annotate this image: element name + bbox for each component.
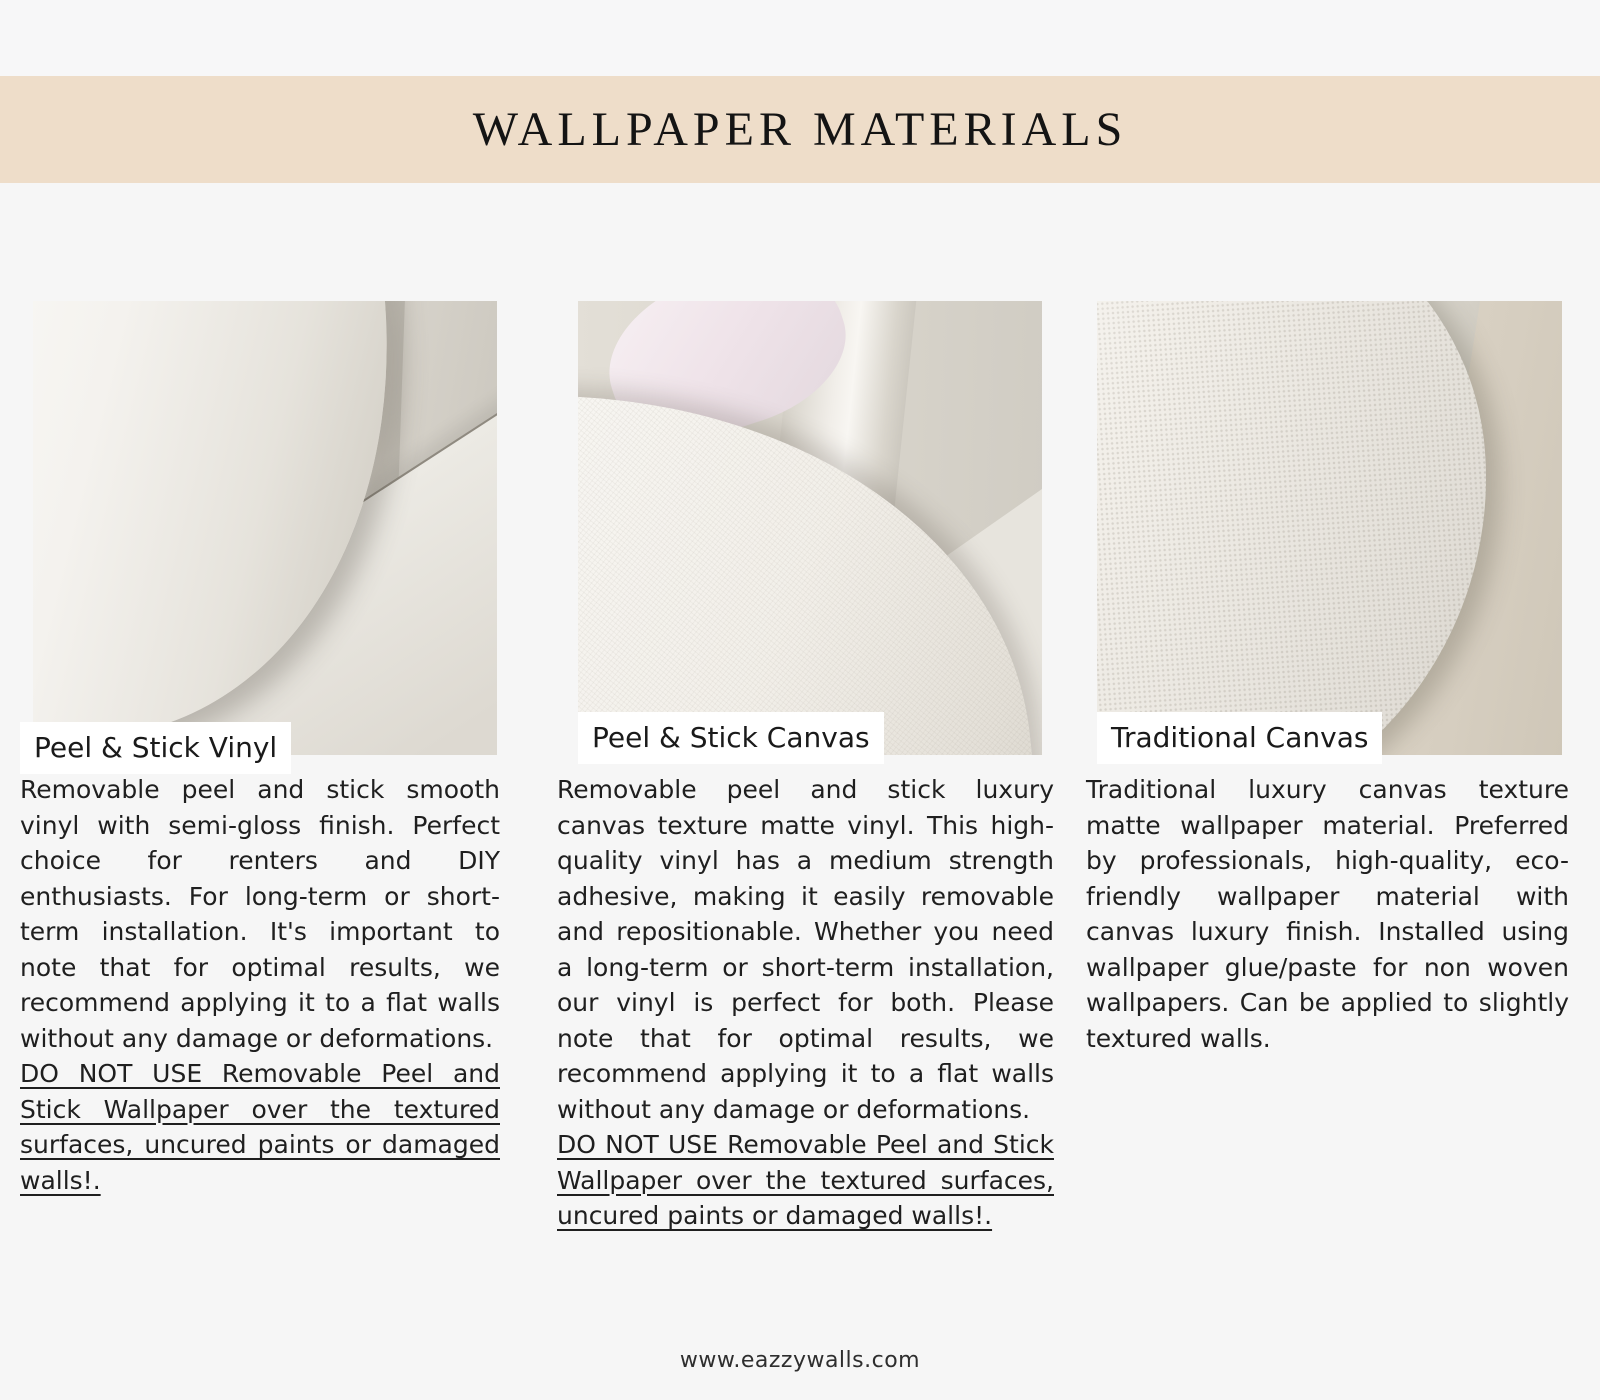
material-column-peel-stick-canvas [557,301,1054,1261]
material-description-block [1086,772,1569,1056]
material-column-peel-stick-vinyl [20,301,500,1261]
photo-peel-stick-vinyl [33,301,497,755]
material-description: Removable peel and stick smooth vinyl with semi-gloss finish. Perfect choice for renters and DIY enthusiasts. For long-term or short-term installation. It's important to note that for optimal results, we recommend applying it to a flat walls without any damage or deformations. [20,775,500,1053]
material-description: Removable peel and stick luxury canvas texture matte vinyl. This high-quality vinyl has a medium strength adhesive, making it easily removable and repositionable. Whether you need a long-term or short-term installation, our vinyl is perfect for both. Please note that for optimal results, we recommend applying it to a flat walls without any damage or deformations. [557,775,1054,1124]
top-strip [0,0,1600,76]
material-label: Traditional Canvas [1097,712,1382,764]
photo-peel-stick-canvas [578,301,1042,755]
footer-website: www.eazzywalls.com [679,1348,921,1373]
material-description-block [557,772,1054,1234]
material-label: Peel & Stick Canvas [578,712,884,764]
textured-sheet-curl-shape [1097,301,1510,755]
header-band [0,76,1600,183]
material-description-block [20,772,500,1198]
photo-traditional-canvas [1097,301,1562,755]
material-description: Traditional luxury canvas texture matte wallpaper material. Preferred by professionals, high-quality, eco-friendly wallpaper material with canvas luxury finish. Installed using wallpaper glue/paste for non woven wallpapers. Can be applied to slightly textured walls. [1086,775,1569,1053]
material-warning: DO NOT USE Removable Peel and Stick Wallpaper over the textured surfaces, uncured paints or damaged walls!. [20,1059,500,1195]
material-column-traditional-canvas [1086,301,1569,1261]
page-title: WALLPAPER MATERIALS [472,103,1128,156]
material-label: Peel & Stick Vinyl [20,722,291,774]
material-warning: DO NOT USE Removable Peel and Stick Wallpaper over the textured surfaces, uncured paints or damaged walls!. [557,1130,1054,1230]
